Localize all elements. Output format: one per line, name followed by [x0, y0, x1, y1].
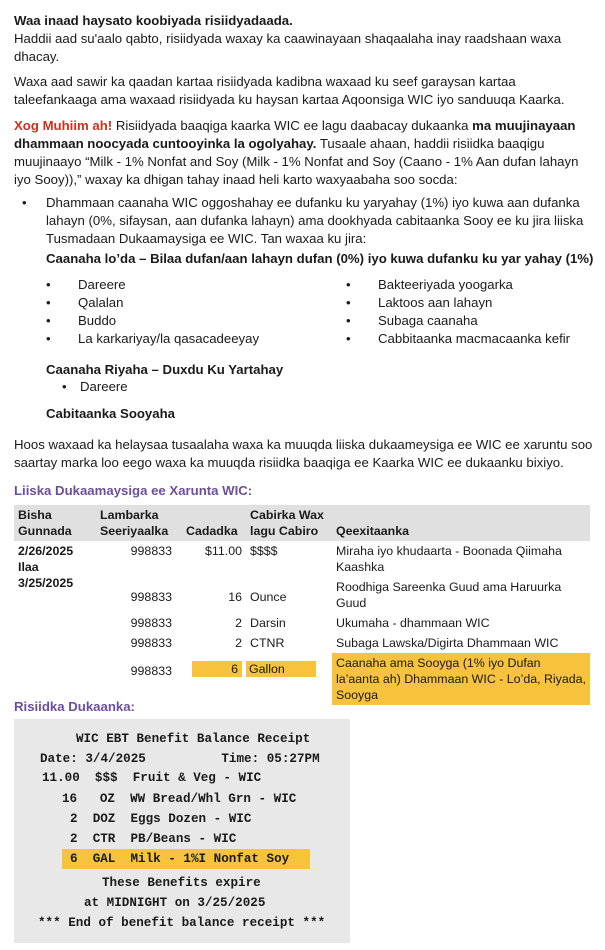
- notice-text-b: Tusaale ahaan, haddii risiidka baaqigu muujinaayo “Milk - 1% Nonfat and Soy (Milk - 1% Nonfat and Soy (Caano - 1% Aan dufan lahayn iyo Sooy)),” waxay ka dhigan tahay inaad heli karto waxyaabaha soo socda:: [14, 136, 579, 187]
- col-header: Cabirka Wax lagu Cabiro: [246, 505, 332, 541]
- col-header: Qeexitaanka: [332, 505, 590, 541]
- receipt-line: 2 CTR PB/Beans - WIC: [70, 832, 237, 846]
- milk-heading: [46, 250, 596, 268]
- receipt-expire-line-1: These Benefits expire: [102, 876, 261, 890]
- notice-text-a: Risiidyada baaqiga kaarka WIC ee lagu daabacay dukaanka: [112, 118, 473, 133]
- col-header: Bisha Gunnada: [14, 505, 96, 541]
- important-notice: [14, 117, 594, 189]
- receipt-date-line: Date: 3/4/2025 Time: 05:27PM: [40, 752, 320, 766]
- shopping-list-title: Liiska Dukaamaysiga ee Xarunta WIC:: [14, 483, 253, 498]
- list-item: • La karkariyay/la qasacadeeyay: [46, 331, 260, 346]
- col-header: Cadadka: [182, 505, 246, 541]
- highlight-qty: 6: [192, 661, 242, 677]
- receipt-end-line: *** End of benefit balance receipt ***: [38, 916, 326, 930]
- soy-heading: Cabitaanka Sooyaha: [46, 406, 175, 421]
- store-receipt: [14, 719, 350, 943]
- table-row: 998833 2 CTNR Subaga Lawska/Digirta Dhammaan WIC: [130, 636, 559, 650]
- main-bullet: [22, 194, 594, 248]
- receipt-line-highlight: 6 GAL Milk - 1%I Nonfat Soy: [62, 849, 310, 869]
- receipt-line: 16 OZ WW Bread/Whl Grn - WIC: [62, 792, 297, 806]
- photo-tip: [14, 73, 594, 109]
- list-item: • Cabbitaanka macmacaanka kefir: [346, 331, 571, 346]
- list-item: • Laktoos aan lahayn: [346, 295, 493, 310]
- receipt-line: 2 DOZ Eggs Dozen - WIC: [70, 812, 252, 826]
- table-row: 998833 2 Darsin Ukumaha - dhammaan WIC: [130, 616, 490, 630]
- important-label: Xog Muhiim ah!: [14, 118, 113, 133]
- notice-bold: ma muujinayaan dhammaan noocyada cuntooyinka la ogolyahay.: [14, 118, 576, 151]
- table-row: 998833 16 Ounce Roodhiga Sareenka Guud ama Haruurka Guud: [130, 580, 562, 610]
- milk-list-left: [46, 276, 259, 348]
- intro-text: Haddii aad su'aalo qabto, risiidyada waxay ka caawinayaan shaqaalaha inay raadshaan waxa dhacay.: [14, 31, 562, 64]
- table-header-row: [14, 505, 590, 541]
- main-bullet-text: Dhammaan caanaha WIC oggoshahay ee dufanku ku yaryahay (1%) iyo kuwa aan dufanka lahayn (0%, sifaysan, aan dufanka lahayn) ama dookhyada cabitaanka Sooy ee ku jira liiska Tusmadaan Dukaamaysiga ee WIC. Tan waxaa ku jira:: [46, 195, 584, 246]
- intro-section: [14, 12, 594, 66]
- table-row: 2/26/2025 Ilaa 3/25/2025 998833 $11.00 $$$$ Miraha iyo khudaarta - Boonada Qiimaha Kaashka: [14, 541, 590, 577]
- highlight-unit: Gallon: [246, 661, 316, 677]
- list-item: • Bakteeriyada yoogarka: [346, 277, 513, 292]
- table-row: 998833 6 Gallon Caanaha ama Sooyga (1% iyo Dufan la’aanta ah) Dhammaan WIC - Lo’da, Riyada, Sooyga: [14, 653, 590, 705]
- bullet-dot: •: [22, 195, 27, 210]
- intro-heading: Waa inaad haysato koobiyada risiidyadaada.: [14, 13, 293, 28]
- store-receipt-title: Risiidka Dukaanka:: [14, 699, 135, 714]
- highlight-desc: Caanaha ama Sooyga (1% iyo Dufan la’aanta ah) Dhammaan WIC - Lo’da, Riyada, Sooyga: [332, 653, 590, 705]
- photo-tip-text: Waxa aad sawir ka qaadan kartaa risiidyada kadibna waxaad ku seef garaysan kartaa taleefankaaga ama waxaad risiidyada ku haysan kartaa Aqoonsiga WIC iyo sanduuqa Kaarka.: [14, 74, 565, 107]
- receipt-line: 11.00 $$$ Fruit & Veg - WIC: [42, 771, 262, 785]
- list-item: • Qalalan: [46, 295, 124, 310]
- list-item: • Buddo: [46, 313, 117, 328]
- shopping-list-table: [14, 505, 590, 705]
- goat-heading: Caanaha Riyaha – Duxdu Ku Yartahay: [46, 362, 284, 377]
- list-item: • Dareere: [62, 379, 128, 394]
- list-item: • Dareere: [46, 277, 126, 292]
- benefit-period: 2/26/2025 Ilaa 3/25/2025: [18, 544, 74, 590]
- receipt-expire-line-2: at MIDNIGHT on 3/25/2025: [84, 896, 266, 910]
- comparison-text: Hoos waxaad ka helaysaa tusaalaha waxa ka muuqda liiska dukaameysiga ee WIC ee xaruntu soo saartay marka loo eego waxa ka muuqda risiidka baaqiga ee Kaarka WIC ee dukaanku bixiyo.: [14, 437, 593, 470]
- milk-list-right: [346, 276, 570, 348]
- col-header: Lambarka Seeriyaalka: [96, 505, 182, 541]
- receipt-header: WIC EBT Benefit Balance Receipt: [76, 732, 311, 746]
- list-item: • Subaga caanaha: [346, 313, 478, 328]
- milk-heading-text: Caanaha lo’da – Bilaa dufan/aan lahayn dufan (0%) iyo kuwa dufanku ku yar yahay (1%): [46, 251, 594, 266]
